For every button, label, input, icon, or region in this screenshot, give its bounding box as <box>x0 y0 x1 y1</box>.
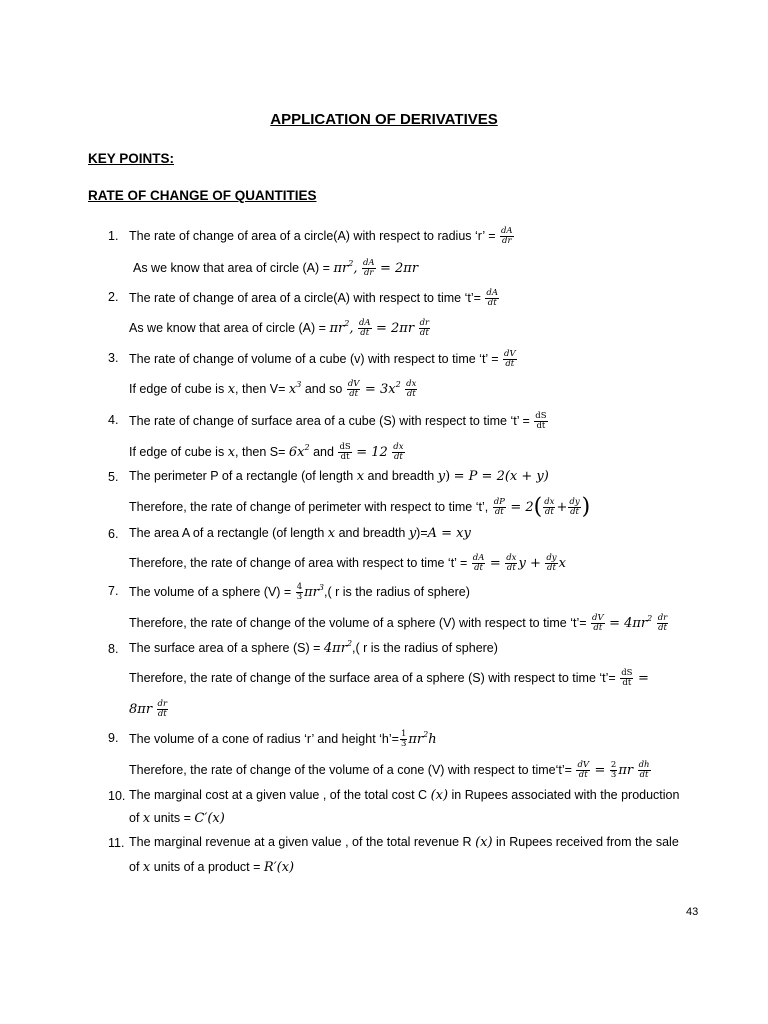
math-fraction: $\frac{dx}{dt}$ <box>406 379 417 399</box>
math-expression: $\pi r^2h$ <box>408 729 437 747</box>
connector-text: , then V= <box>235 381 286 396</box>
list-item-sub <box>129 443 406 462</box>
math-fraction: $\frac{dr}{dt}$ <box>419 318 430 338</box>
item-text: The volume of a cone of radius ‘r’ and height ‘h’= <box>129 731 399 746</box>
math-expression: R′(x) <box>263 860 295 875</box>
paren-glyph: ) <box>581 494 591 520</box>
connector-text: and breadth <box>338 526 406 540</box>
item-number: 5. <box>108 470 119 484</box>
math-expression: (x) <box>475 835 493 850</box>
item-text: The marginal revenue at a given value , of the total revenue R <box>129 835 472 849</box>
list-item <box>129 350 518 369</box>
math-expression: = $4\pi r^2$ <box>609 613 653 631</box>
math-fraction: $\frac{dA}{dr}$ <box>500 226 513 246</box>
math-fraction: $\frac{dA}{dt}$ <box>358 318 371 338</box>
math-fraction: $\frac{dA}{dt}$ <box>486 288 498 308</box>
item-subtext: of <box>129 860 140 874</box>
list-item-sub <box>129 811 225 826</box>
math-variable: x <box>142 860 151 875</box>
math-variable: x <box>142 811 151 826</box>
item-text: The area A of a rectangle (of length <box>129 526 325 540</box>
math-variable: y <box>408 526 417 541</box>
list-item-sub <box>129 319 431 338</box>
math-variable: x <box>558 555 566 571</box>
list-item-sub <box>129 554 566 573</box>
item-subtext: Therefore, the rate of change of area with respect to time ‘t’ = <box>129 555 468 570</box>
list-item-sub <box>129 614 669 633</box>
item-subtext: Therefore, the rate of change of the volume of a cone (V) with respect to time‘t’= <box>129 762 572 777</box>
connector-text: units of a product = <box>153 860 261 874</box>
math-expression: = P = 2(x + y) <box>453 469 549 484</box>
math-expression: $4\pi r^2$ <box>323 639 353 656</box>
item-number: 10. <box>108 789 126 803</box>
item-subtext: If edge of cube is <box>129 444 225 459</box>
math-fraction: $\frac{dP}{dt}$ <box>493 497 505 517</box>
math-variable: x <box>227 444 236 460</box>
math-variable: y <box>437 469 446 484</box>
math-fraction: $\frac{dr}{dt}$ <box>157 699 168 719</box>
connector-text: and <box>313 444 334 459</box>
math-fraction: $\frac{dA}{dt}$ <box>472 553 485 573</box>
math-expression: = 2πr <box>376 320 415 336</box>
list-item-sub <box>129 860 294 875</box>
list-item-sub <box>129 761 652 780</box>
list-item-sub <box>129 669 649 688</box>
connector-text: in Rupees received from the sale <box>496 835 679 849</box>
item-number: 9. <box>108 731 119 745</box>
math-expression: πr <box>618 762 634 778</box>
math-expression: y + <box>518 555 541 571</box>
item-number: 6. <box>108 527 119 541</box>
math-expression: (x) <box>430 788 449 803</box>
item-text: The rate of change of surface area of a cube (S) with respect to time ‘t’ = <box>129 413 530 428</box>
math-expression: $x^3$ <box>288 379 302 397</box>
item-text: The surface area of a sphere (S) = <box>129 641 321 655</box>
connector-text: and so <box>304 381 343 396</box>
list-item <box>129 469 549 484</box>
item-number: 7. <box>108 584 119 598</box>
list-item-sub <box>129 380 418 399</box>
math-expression: ) <box>445 469 451 484</box>
item-number: 1. <box>108 229 119 243</box>
list-item-sub <box>133 259 418 278</box>
math-expression: $6x^2$ <box>288 442 310 460</box>
item-subtext: As we know that area of circle (A) = <box>133 260 330 275</box>
math-fraction: $\frac{dx}{dt}$ <box>544 497 555 517</box>
list-item <box>129 227 515 246</box>
item-text: The rate of change of area of a circle(A) with respect to radius ‘r’ = <box>129 228 496 243</box>
list-item <box>129 412 549 431</box>
list-item-sub <box>129 494 591 520</box>
math-fraction: $\frac{2}{3}$ <box>610 760 617 780</box>
list-item <box>129 730 437 749</box>
item-number: 2. <box>108 290 119 304</box>
page-number: 43 <box>686 906 699 918</box>
item-text: The rate of change of volume of a cube (v) with respect to time ‘t’ = <box>129 351 499 366</box>
page-title: APPLICATION OF DERIVATIVES <box>270 111 498 128</box>
math-fraction: $\frac{dV}{dt}$ <box>347 379 360 399</box>
math-expression: = 2πr <box>380 260 419 276</box>
note-text: ,( r is the radius of sphere) <box>324 584 470 599</box>
math-expression: C′(x) <box>194 811 225 826</box>
math-fraction: $\frac{dV}{dt}$ <box>504 349 516 369</box>
list-item <box>129 835 679 850</box>
item-text: The marginal cost at a given value , of the total cost C <box>129 788 428 802</box>
math-operator: = <box>594 762 606 778</box>
math-expression: = 2 <box>510 499 534 515</box>
math-variable: x <box>356 469 365 484</box>
math-fraction: $\frac{dV}{dt}$ <box>577 760 590 780</box>
item-number: 4. <box>108 413 119 427</box>
item-subtext: If edge of cube is <box>129 381 225 396</box>
math-fraction: $\frac{dy}{dt}$ <box>569 497 580 517</box>
item-subtext: As we know that area of circle (A) = <box>129 320 326 335</box>
connector-text: , then S= <box>235 444 286 459</box>
connector-text: units = <box>153 811 191 825</box>
item-text: The rate of change of area of a circle(A) with respect to time ‘t’= <box>129 290 481 305</box>
math-variable: x <box>327 526 336 541</box>
item-subtext: Therefore, the rate of change of the volume of a sphere (V) with respect to time ‘t’= <box>129 615 587 630</box>
math-fraction: $\frac{dS}{dt}$ <box>535 411 547 431</box>
list-item <box>129 289 500 308</box>
math-operator: = <box>637 670 649 686</box>
math-fraction: $\frac{dA}{dr}$ <box>362 258 375 278</box>
math-fraction: $\frac{dS}{dt}$ <box>339 442 351 462</box>
list-item-sub-continued <box>129 700 169 719</box>
connector-text: )= <box>416 526 428 540</box>
math-fraction: $\frac{dS}{dt}$ <box>621 668 633 688</box>
math-expression: = $3x^2$ <box>364 379 401 397</box>
math-fraction: $\frac{dx}{dt}$ <box>506 553 517 573</box>
key-points-heading: KEY POINTS: <box>88 151 175 166</box>
math-fraction: $\frac{4}{3}$ <box>296 582 303 602</box>
math-expression: A = xy <box>427 526 471 541</box>
math-fraction: $\frac{dr}{dt}$ <box>657 613 668 633</box>
list-item <box>129 641 498 656</box>
connector-text: and breadth <box>367 469 435 483</box>
paren-glyph: ( <box>533 494 543 520</box>
math-variable: x <box>227 381 236 397</box>
math-expression: $\pi r^2$, <box>333 258 358 276</box>
item-number: 11. <box>108 836 125 850</box>
item-subtext: Therefore, the rate of change of the surface area of a sphere (S) with respect to time ‘t’= <box>129 670 616 685</box>
note-text: ,( r is the radius of sphere) <box>352 641 498 655</box>
connector-text: in Rupees associated with the production <box>451 788 680 802</box>
math-expression: $\pi r^3$ <box>304 582 324 600</box>
item-text: The perimeter P of a rectangle (of length <box>129 469 354 483</box>
math-fraction: $\frac{dy}{dt}$ <box>546 553 557 573</box>
math-expression: 8πr <box>129 701 153 717</box>
item-number: 8. <box>108 642 119 656</box>
list-item <box>129 526 471 541</box>
section-heading: RATE OF CHANGE OF QUANTITIES <box>88 188 317 203</box>
list-item <box>129 583 470 602</box>
math-fraction: $\frac{dV}{dt}$ <box>592 613 604 633</box>
math-expression: $\pi r^2$, <box>329 318 354 336</box>
math-fraction: $\frac{1}{3}$ <box>400 729 407 749</box>
list-item <box>129 788 679 803</box>
item-number: 3. <box>108 351 119 365</box>
math-fraction: $\frac{dx}{dt}$ <box>393 442 404 462</box>
math-fraction: $\frac{dh}{dt}$ <box>638 760 650 780</box>
math-operator: = <box>489 555 501 571</box>
item-subtext: of <box>129 811 140 825</box>
math-expression: = 12 <box>356 444 388 460</box>
item-text: The volume of a sphere (V) = <box>129 584 292 599</box>
item-subtext: Therefore, the rate of change of perimeter with respect to time ‘t’, <box>129 499 489 514</box>
math-operator: + <box>556 499 568 515</box>
